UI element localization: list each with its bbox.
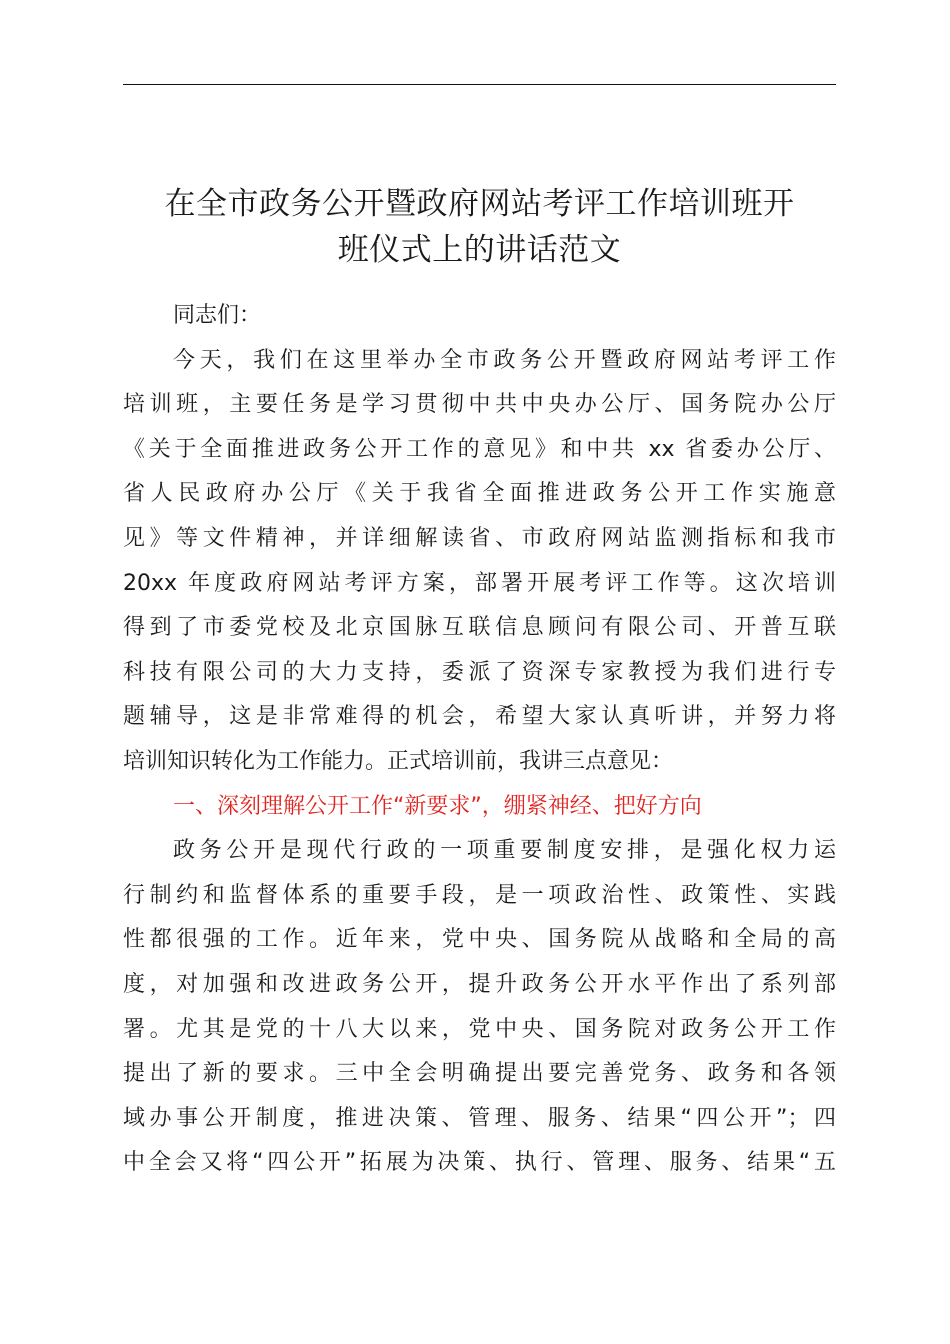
title-line: 班仪式上的讲话范文 <box>337 231 622 268</box>
document-body <box>123 294 836 1186</box>
paragraph-line: 《关于全面推进政务公开工作的意见》和中共 xx 省委办公厅、 <box>123 436 836 462</box>
salutation: 同志们： <box>173 303 262 328</box>
paragraph-1 <box>123 339 836 785</box>
document-title <box>123 181 836 273</box>
paragraph-line: 性都很强的工作。近年来，党中央、国务院从战略和全局的高 <box>123 927 836 953</box>
paragraph-line: 省人民政府办公厅《关于我省全面推进政务公开工作实施意 <box>123 481 836 507</box>
paragraph-line: 得到了市委党校及北京国脉互联信息顾问有限公司、开普互联 <box>123 615 836 641</box>
paragraph-line: 今天，我们在这里举办全市政务公开暨政府网站考评工作 <box>173 347 836 373</box>
paragraph-line: 行制约和监督体系的重要手段，是一项政治性、政策性、实践 <box>123 882 836 908</box>
paragraph-2 <box>123 829 836 1186</box>
paragraph-line: 度，对加强和改进政务公开，提升政务公开水平作出了系列部 <box>123 971 836 997</box>
paragraph-line: 培训知识转化为工作能力。正式培训前，我讲三点意见： <box>123 748 674 774</box>
paragraph-line: 题辅导，这是非常难得的机会，希望大家认真听讲，并努力将 <box>123 704 836 730</box>
section-heading-1: 一、深刻理解公开工作“新要求”，绷紧神经、把好方向 <box>173 793 702 819</box>
paragraph-line: 见》等文件精神，并详细解读省、市政府网站监测指标和我市 <box>123 525 836 551</box>
paragraph-line: 20xx 年度政府网站考评方案，部署开展考评工作等。这次培训 <box>123 570 836 596</box>
paragraph-line: 培训班，主要任务是学习贯彻中共中央办公厅、国务院办公厅 <box>123 392 836 418</box>
paragraph-line: 科技有限公司的大力支持，委派了资深专家教授为我们进行专 <box>123 659 836 685</box>
title-line: 在全市政务公开暨政府网站考评工作培训班开 <box>164 185 795 222</box>
paragraph-line: 政务公开是现代行政的一项重要制度安排，是强化权力运 <box>173 838 836 864</box>
paragraph-line: 提出了新的要求。三中全会明确提出要完善党务、政务和各领 <box>123 1061 836 1087</box>
paragraph-line: 署。尤其是党的十八大以来，党中央、国务院对政务公开工作 <box>123 1016 836 1042</box>
paragraph-line: 中全会又将“四公开”拓展为决策、执行、管理、服务、结果“五 <box>123 1150 836 1176</box>
paragraph-line: 域办事公开制度，推进决策、管理、服务、结果“四公开”；四 <box>123 1105 836 1131</box>
header-rule <box>123 84 836 85</box>
